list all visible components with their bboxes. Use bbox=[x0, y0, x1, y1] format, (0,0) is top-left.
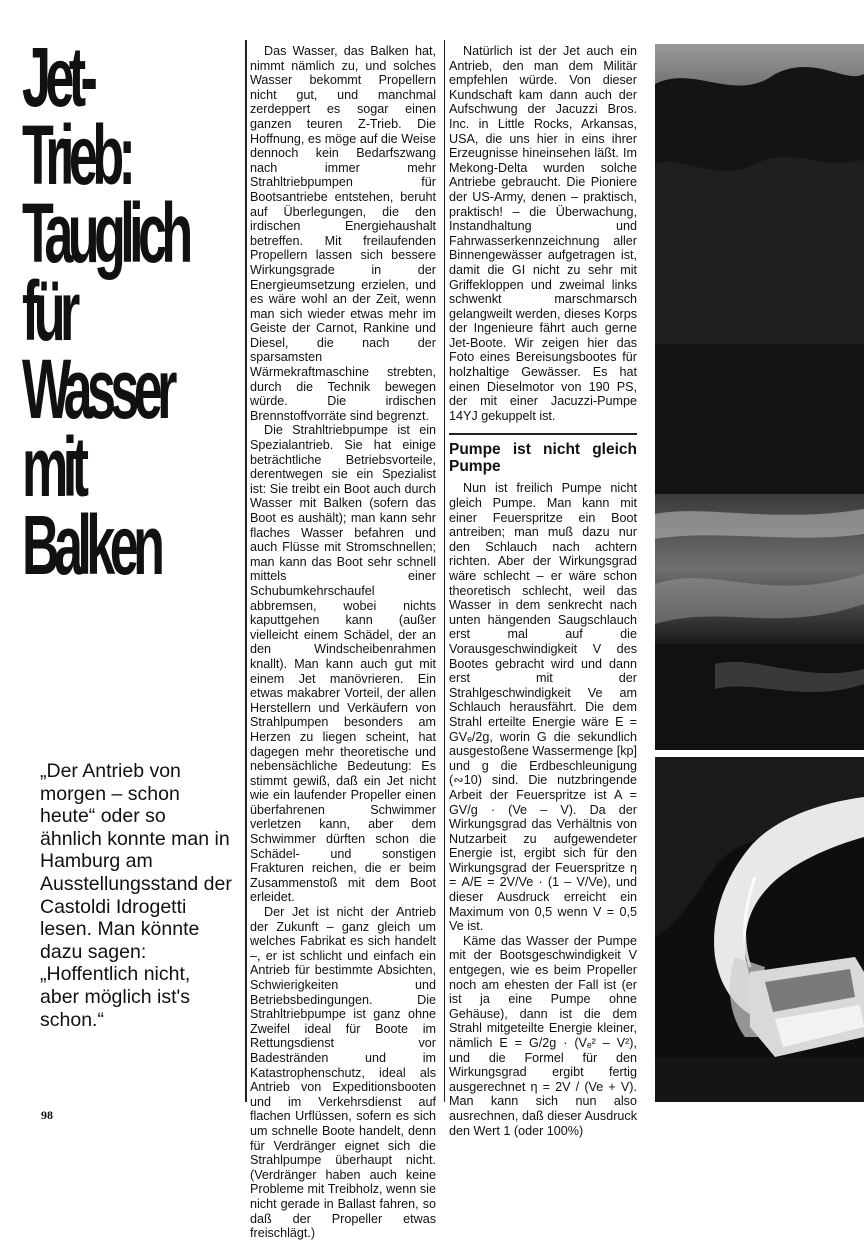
title-line: Balken bbox=[22, 498, 160, 592]
page-number: 98 bbox=[41, 1108, 53, 1122]
title-line: für bbox=[22, 264, 75, 358]
title-line: Tauglich bbox=[22, 186, 188, 280]
river-photo-image bbox=[655, 44, 864, 750]
paragraph: Der Jet ist nicht der Antrieb der Zukunft – ganz gleich um welches Fabrikat es sich handelt –, er ist schlicht und einfach ein Antrieb für bestimmte Absichten, Schwierigkeiten und Betriebsbedingungen. Die Strahltriebpumpe ist ganz ohne Zweifel ideal für Boote im Rettungsdienst vor Badestränden und im Katastrophenschutz, ideal als Antrieb von Expeditionsbooten und im Verkehrsdienst auf flachen Urflüssen, sofern es sich um schnelle Boote handelt, denn für Verdränger eignet sich die Strahlpumpe überhaupt nicht. (Verdränger haben auch keine Probleme mit Treibholz, wenn sie nicht gerade in Ballast fahren, so daß der Propeller etwas freischlägt.) bbox=[250, 905, 436, 1241]
title-line: mit bbox=[22, 420, 84, 514]
paragraph: Die Strahltriebpumpe ist ein Spezialantrieb. Sie hat einige beträchtliche Betriebsvorteile, derentwegen sie ein Spezialist ist: Sie treibt ein Boot auch durch Wasser mit Balken (sofern das Boot es aushält); man kann sehr flaches Wasser befahren und auch Flüsse mit Stromschnellen; man kann das Boot sehr schnell mittels einer Schubumkehrschaufel abbremsen, wobei nichts kaputtgehen kann (außer vielleicht einem Schädel, der an den Windscheibenrahmen knallt). Man kann auch gut mit einem Jet manövrieren. Ein etwas makabrer Vorteil, der allen Herstellern und Verkäufern von Strahlpumpen besonders am Herzen zu liegen scheint, hat dagegen mehr theoretische und nebensächliche Bedeutung: Es stimmt gewiß, daß ein Jet nicht wie ein laufender Propeller einen überfahrenen Schwimmer verletzen kann, aber dem Schwimmer dürften schon die Schädel- und sonstigen Frakturen reichen, die er beim Zusammenstoß mit dem Boot erleidet. bbox=[250, 423, 436, 905]
boat-photo bbox=[655, 757, 864, 1102]
paragraph: Nun ist freilich Pumpe nicht gleich Pumpe. Man kann mit einer Feuerspritze ein Boot antreiben; man muß dazu nur den Schlauch nach achtern richten. Aber der Wirkungsgrad wäre schlecht – er wäre schon theoretisch schlecht, weil das Wasser in dem senkrecht nach unten hängenden Saugschlauch erst mal auf die Vorausgeschwindigkeit V des Bootes gebracht wird und dann erst mit der Strahlgeschwindigkeit Ve am Schlauch herausfährt. Die dem Strahl erteilte Energie wäre E = GVₑ/2g, worin G die sekundlich ausgestoßene Wassermenge [kp] und g die Erdbeschleunigung (∾10) sind. Die nutzbringende Arbeit der Feuerspritze ist A = GV/g · (Ve – V). Da der Wirkungsgrad das Verhältnis von Nutzarbeit zu aufgewendeter Energie ist, ergibt sich für den Wirkungsgrad der Feuerspritze η = A/E = 2V/Ve · (1 – V/Ve), und dieser Ausdruck erreicht ein Maximum von 0,5 wenn V = 0,5 Ve ist. bbox=[449, 481, 637, 934]
text-column-2 bbox=[449, 44, 637, 1138]
column-rule bbox=[444, 40, 445, 1102]
pull-quote: „Der Antrieb von morgen – schon heute“ oder so ähnlich konnte man in Hamburg am Ausstellungsstand der Castoldi Idrogetti lesen. Man könnte dazu sagen: „Hoffentlich nicht, aber möglich ist's schon.“ bbox=[40, 760, 232, 1031]
river-photo bbox=[655, 44, 864, 750]
section-divider bbox=[449, 433, 637, 435]
section-heading: Pumpe ist nicht gleich Pumpe bbox=[449, 441, 637, 476]
article-title bbox=[22, 30, 188, 592]
paragraph: Natürlich ist der Jet auch ein Antrieb, den man dem Militär empfehlen würde. Von dieser Kundschaft kam dann auch der Aufschwung der Jacuzzi Bros. Inc. in Little Rocks, Arkansas, USA, die uns hier in eins ihrer Erzeugnisse hineinsehen läßt. Im Mekong-Delta wurden solche Antriebe gebraucht. Die Pioniere der US-Army, denen – praktisch, praktisch! – die Überwachung, Instandhaltung und Fahrwasserkennzeichnung aller Binnengewässer aufgetragen ist, damit die GI nicht zu sehr mit Griffekloppen und zweimal links schwenkt marschmarsch gelangweilt werden, dieses Korps der Ingenieure fährt auch gerne Jet-Boote. Wir zeigen hier das Foto eines Bereisungsbootes für holzhaltige Gewässer. Es hat einen Dieselmotor von 190 PS, der mit einer Jacuzzi-Pumpe 14YJ gekuppelt ist. bbox=[449, 44, 637, 423]
title-line: Wasser bbox=[22, 342, 172, 436]
paragraph: Käme das Wasser der Pumpe mit der Bootsgeschwindigkeit V entgegen, wie es beim Propeller noch am ehesten der Fall ist (er ist ja eine Pumpe ohne Gehäuse), dann ist die dem Strahl mitgeteilte Energie kleiner, nämlich E = G/2g · (Vₑ² – V²), und die Formel für den Wirkungsgrad ergibt fertig ausgerechnet η = 2V / (Ve + V). Man kann sich nun also ausrechnen, daß dieser Ausdruck den Wert 1 (oder 100%) bbox=[449, 933, 637, 1138]
text-column-1 bbox=[250, 44, 436, 1241]
column-rule bbox=[245, 40, 247, 1102]
title-line: Trieb: bbox=[22, 108, 131, 202]
title-line: Jet- bbox=[22, 30, 93, 124]
boat-photo-image bbox=[655, 757, 864, 1102]
paragraph: Das Wasser, das Balken hat, nimmt nämlich zu, und solches Wasser bekommt Propellern nicht gut, und manchmal zerdeppert es sogar einen ganzen teuren Z-Trieb. Die Hoffnung, es möge auf die Weise dennoch kein Bedarfszwang nach immer mehr Strahltriebpumpen für Bootsantriebe entstehen, beruht auf Überlegungen, die den irdischen Energiehaushalt betreffen. Mit freilaufenden Propellern lassen sich bessere Wirkungsgrade in der Energieumsetzung erzielen, und es wäre wohl an der Zeit, wenn man sich wieder etwas mehr im Geiste der Carnot, Rankine und Diesel, die nach der sparsamsten Wärmekraftmaschine strebten, durch die Technik bewegen würde. Die irdischen Brennstoffvorräte sind begrenzt. bbox=[250, 44, 436, 423]
